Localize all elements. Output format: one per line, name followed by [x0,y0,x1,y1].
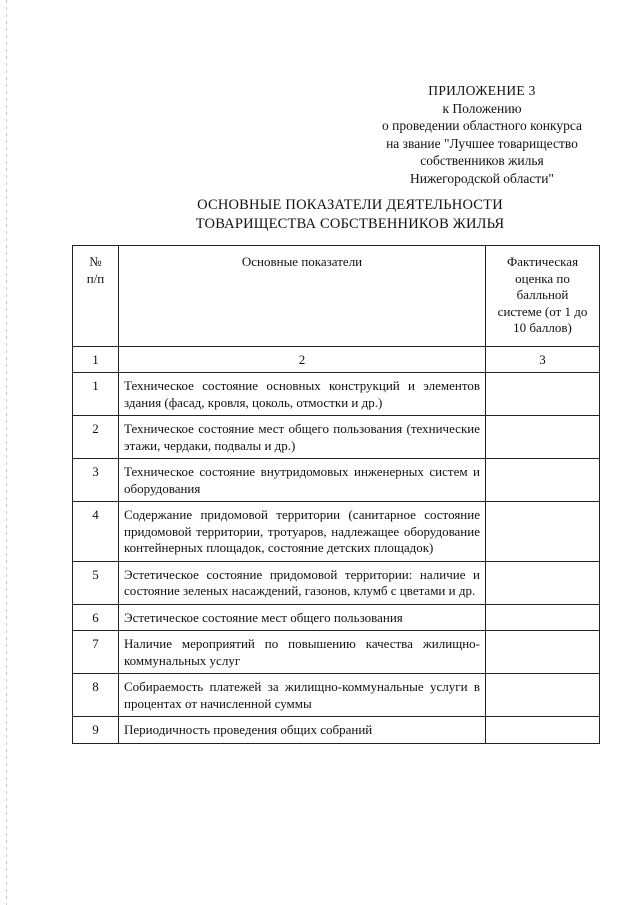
table-row [73,416,600,459]
row-number: 1 [73,373,119,416]
table-row [73,717,600,744]
row-indicator: Техническое состояние основных конструкций и элементов здания (фасад, кровля, цоколь, отмостки и др.) [119,373,486,416]
appendix-line: собственников жилья [420,153,544,168]
row-number: 2 [73,416,119,459]
column-index-row [73,347,600,373]
table-row [73,459,600,502]
row-score [486,674,600,717]
header-indicator: Основные показатели [119,246,486,347]
row-number: 5 [73,561,119,604]
header-score-line: 10 баллов) [513,320,572,335]
row-indicator: Техническое состояние внутридомовых инженерных систем и оборудования [119,459,486,502]
row-indicator: Собираемость платежей за жилищно-коммунальные услуги в процентах от начисленной суммы [119,674,486,717]
header-num [73,246,119,347]
scan-edge-artifact [6,0,7,905]
row-score [486,459,600,502]
header-score-line: оценка по [515,270,570,286]
row-number: 4 [73,502,119,562]
appendix-block [352,82,612,187]
row-score [486,373,600,416]
column-index: 2 [119,347,486,373]
row-number: 7 [73,631,119,674]
row-indicator: Наличие мероприятий по повышению качества жилищно-коммунальных услуг [119,631,486,674]
row-indicator: Содержание придомовой территории (санитарное состояние придомовой территории, тротуаров, надлежащее оборудование контейнерных площадок, состояние детских площадок) [119,502,486,562]
appendix-line: на звание "Лучшее товарищество [386,135,578,151]
table-row [73,561,600,604]
title-line: ТОВАРИЩЕСТВА СОБСТВЕННИКОВ ЖИЛЬЯ [195,216,505,232]
appendix-line: к Положению [442,100,522,116]
header-num-line: п/п [86,270,105,286]
row-number: 8 [73,674,119,717]
appendix-line: ПРИЛОЖЕНИЕ 3 [428,83,536,98]
row-indicator: Техническое состояние мест общего пользования (технические этажи, чердаки, подвалы и др.) [119,416,486,459]
table-row [73,631,600,674]
row-score [486,717,600,744]
row-score [486,416,600,459]
row-indicator: Эстетическое состояние мест общего пользования [119,604,486,631]
column-index: 3 [486,347,600,373]
header-score-line: балльной [516,287,569,302]
header-score-line: Фактическая [506,254,579,269]
column-index: 1 [73,347,119,373]
document-title [100,196,600,234]
row-number: 9 [73,717,119,744]
header-num-line: № [89,254,102,269]
table-row [73,373,600,416]
table-row [73,604,600,631]
header-score [486,246,600,347]
table-row [73,674,600,717]
row-number: 6 [73,604,119,631]
title-line: ОСНОВНЫЕ ПОКАЗАТЕЛИ ДЕЯТЕЛЬНОСТИ [197,197,503,213]
row-score [486,604,600,631]
row-number: 3 [73,459,119,502]
header-row [73,246,600,347]
row-indicator: Эстетическое состояние придомовой территории: наличие и состояние зеленых насаждений, газонов, клумб с цветами и др. [119,561,486,604]
indicators-table [72,245,600,744]
header-score-line: системе (от 1 до [497,303,588,319]
row-score [486,561,600,604]
table-row [73,502,600,562]
row-score [486,631,600,674]
row-score [486,502,600,562]
appendix-line: Нижегородской области" [410,170,554,186]
row-indicator: Периодичность проведения общих собраний [119,717,486,744]
appendix-line: о проведении областного конкурса [382,118,582,133]
